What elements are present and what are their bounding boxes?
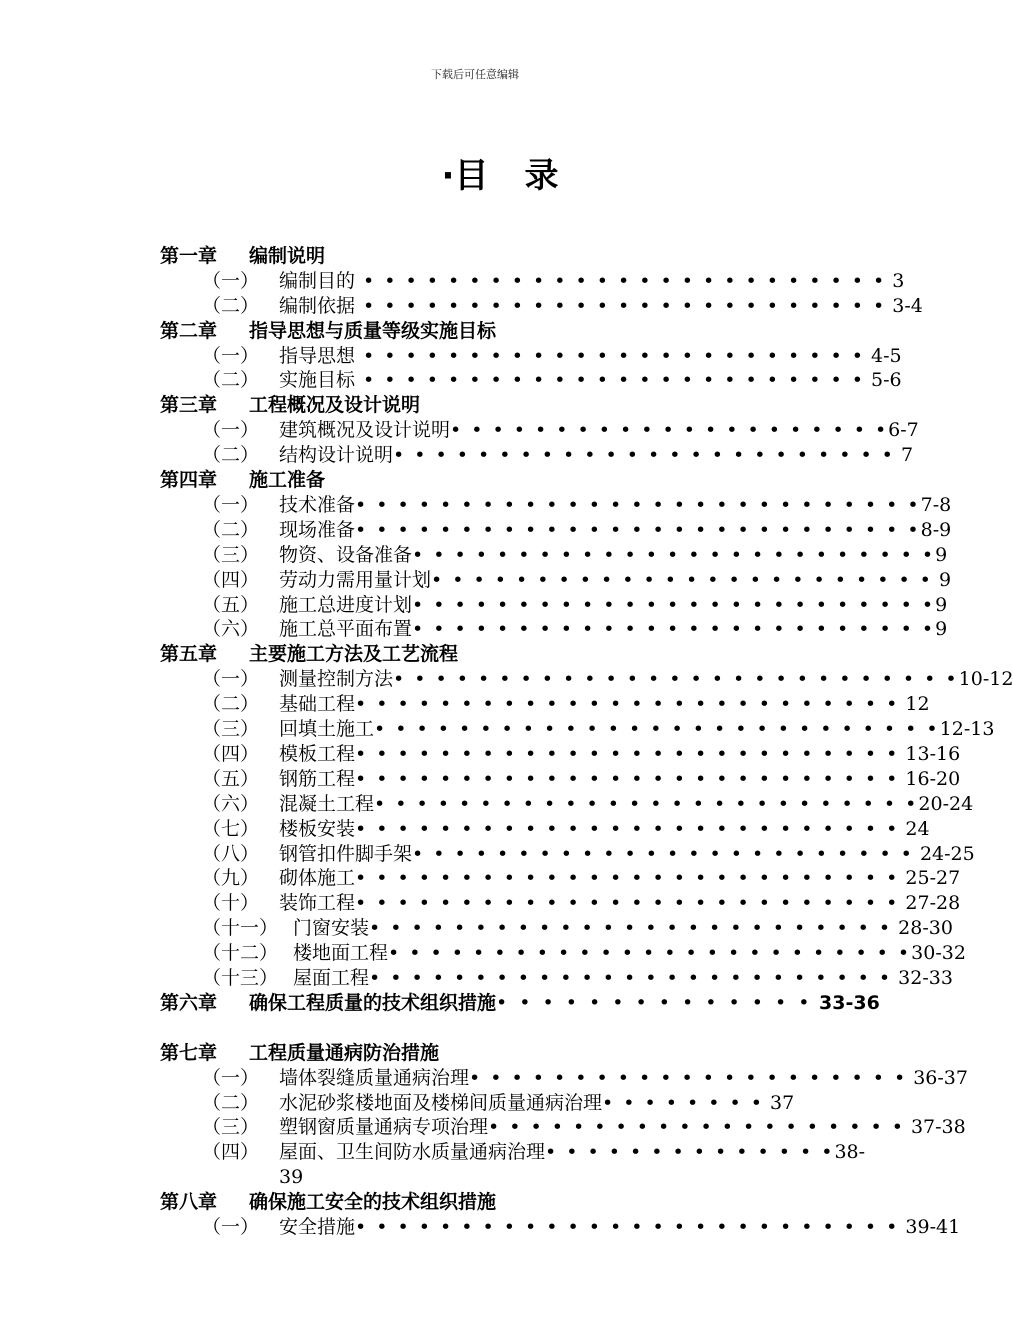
toc-entry-title: 测量控制方法 xyxy=(279,668,394,690)
toc-entry-leader: • • • • • • • • • • • • • • • • • • • • • • • • xyxy=(355,345,865,367)
toc-entry-leader: • • • • • • • • • • • • • • • • • • • • • • • • • • • xyxy=(393,668,959,690)
toc-entry-page: 5-6 xyxy=(864,369,902,391)
toc-entry-number: （一） xyxy=(202,1067,260,1089)
toc-entry-page: 24 xyxy=(899,818,930,840)
toc-entry xyxy=(202,742,960,767)
toc-entry-title: 工程质量通病防治措施 xyxy=(249,1042,440,1064)
toc-entry-page: 3 xyxy=(886,270,905,292)
toc-entry-page: 9 xyxy=(935,594,948,616)
toc-entry xyxy=(202,269,904,294)
toc-chapter xyxy=(160,991,880,1016)
toc-chapter xyxy=(160,468,325,493)
toc-entry-title: 编制依据 xyxy=(279,295,356,317)
toc-entry-leader: • • • • • • • • xyxy=(602,1092,764,1114)
toc-entry-title: 建筑概况及设计说明 xyxy=(279,419,451,441)
toc-entry xyxy=(202,1215,960,1240)
toc-entry-leader: • • • • • • • • • • • • • • • • • • • • • • • • • xyxy=(412,618,936,640)
toc-entry-page: 9 xyxy=(935,618,948,640)
toc-entry-title: 基础工程 xyxy=(279,693,356,715)
toc-entry-title: 钢管扣件脚手架 xyxy=(279,843,413,865)
toc-entry-title: 塑钢窗质量通病专项治理 xyxy=(279,1116,489,1138)
toc-entry xyxy=(202,916,953,941)
toc-entry-title: 指导思想与质量等级实施目标 xyxy=(249,320,497,342)
toc-entry-number: （二） xyxy=(202,1092,260,1114)
toc-entry xyxy=(202,817,930,842)
toc-entry-title: 劳动力需用量计划 xyxy=(279,569,432,591)
toc-entry-title: 现场准备 xyxy=(279,519,356,541)
toc-entry-number: 第三章 xyxy=(160,394,218,416)
toc-entry-leader: • • • • • • • • • • • • • • • • • • • • • • • • • • xyxy=(355,1216,900,1238)
toc-entry-number: （一） xyxy=(202,668,260,690)
toc-entry-number: （十一） xyxy=(202,917,279,939)
toc-entry-leader: • • • • • • • • • • • • • • • • • • • • • • • • • • xyxy=(355,892,900,914)
toc-entry-number: （十） xyxy=(202,892,260,914)
toc-entry xyxy=(202,667,1013,692)
toc-entry-title: 结构设计说明 xyxy=(279,444,394,466)
toc-entry-number: （二） xyxy=(202,369,260,391)
toc-entry xyxy=(202,518,951,543)
toc-entry xyxy=(202,344,902,369)
toc-entry xyxy=(202,692,930,717)
toc-entry-title: 编制目的 xyxy=(279,270,356,292)
toc-entry-title: 墙体裂缝质量通病治理 xyxy=(279,1067,470,1089)
toc-entry-leader: • • • • • • • • • • • • • • • • • • • • • • • • • • xyxy=(355,768,900,790)
toc-entry xyxy=(202,842,975,867)
toc-entry-number: 第五章 xyxy=(160,643,218,665)
toc-entry-title: 安全措施 xyxy=(279,1216,356,1238)
toc-entry-title: 主要施工方法及工艺流程 xyxy=(249,643,459,665)
toc-entry-number: （六） xyxy=(202,618,260,640)
toc-entry-title: 工程概况及设计说明 xyxy=(249,394,421,416)
toc-chapter xyxy=(160,393,420,418)
toc-entry-number: （三） xyxy=(202,718,260,740)
toc-entry-title: 施工总平面布置 xyxy=(279,618,413,640)
toc-entry-leader: • • • • • • • • • • • • • • • • • • • • • • • • • xyxy=(412,594,936,616)
toc-entry-title: 砌体施工 xyxy=(279,867,356,889)
toc-entry-title: 实施目标 xyxy=(279,369,356,391)
toc-entry-title: 混凝土工程 xyxy=(279,793,375,815)
toc-entry xyxy=(202,593,947,618)
toc-chapter xyxy=(160,244,325,269)
toc-entry-page: 28-30 xyxy=(892,917,953,939)
toc-entry xyxy=(202,294,923,319)
toc-entry-page: 20-24 xyxy=(918,793,974,815)
toc-entry-page: 12 xyxy=(899,693,930,715)
toc-entry-page: 39-41 xyxy=(899,1216,961,1238)
toc-entry-leader: • • • • • • • • • • • • • • • • • • • • • • • • • • xyxy=(355,743,900,765)
toc-entry-page: 25-27 xyxy=(899,867,961,889)
toc-entry-title: 施工准备 xyxy=(249,469,326,491)
toc-entry-title: 施工总进度计划 xyxy=(279,594,413,616)
toc-entry-leader: • • • • • • • • • • • • • • • • • • • • • • • • • • • xyxy=(355,494,921,516)
toc-entry-page: 36-37 xyxy=(907,1067,968,1089)
toc-entry-page: 3-4 xyxy=(886,295,923,317)
toc-entry-leader: • • • • • • • • • • • • • • • • • • • • • • • • • • • xyxy=(355,519,921,541)
toc-entry-number: （十二） xyxy=(202,942,279,964)
toc-entry-leader: • • • • • • • • • • • • • • • • • • • • • • • • • • • xyxy=(374,718,940,740)
toc-entry-number: （二） xyxy=(202,444,260,466)
toc-entry-title: 水泥砂浆楼地面及楼梯间质量通病治理 xyxy=(279,1092,603,1114)
toc-entry-page: 8-9 xyxy=(920,519,952,541)
toc-entry-leader: • • • • • • • • • • • • • • • • • • • • • xyxy=(469,1067,908,1089)
toc-entry-page: 12-13 xyxy=(939,718,995,740)
toc-entry-leader: • • • • • • • • • • • • • • • • • • • • • • • • xyxy=(355,369,865,391)
toc-entry-title: 确保施工安全的技术组织措施 xyxy=(249,1191,497,1213)
toc-entry-page: 30-32 xyxy=(911,942,966,964)
toc-entry-title: 编制说明 xyxy=(249,245,326,267)
toc-entry-title: 楼地面工程 xyxy=(293,942,389,964)
toc-entry-number: （一） xyxy=(202,1216,260,1238)
toc-entry-number: （二） xyxy=(202,693,260,715)
toc-entry-leader: • • • • • • • • • • • • • • xyxy=(545,1141,835,1163)
toc-entry-number: （十三） xyxy=(202,967,279,989)
toc-entry-number: （九） xyxy=(202,867,260,889)
toc-entry-page: 7 xyxy=(894,444,914,466)
toc-entry-page: 33-36 xyxy=(812,992,880,1014)
toc-entry-leader: • • • • • • • • • • • • • • • • • • • • • • • • • • xyxy=(355,867,900,889)
toc-entry-leader: • • • • • • • • • • • • • • xyxy=(496,992,813,1014)
toc-entry-number: （三） xyxy=(202,544,260,566)
toc-entry-leader: • • • • • • • • • • • • • • • • • • • • • • • • • xyxy=(412,544,936,566)
toc-entry-title: 39 xyxy=(279,1166,304,1188)
toc-entry-leader: • • • • • • • • • • • • • • • • • • • • • • • • • xyxy=(369,967,893,989)
toc-entry-title: 楼板安装 xyxy=(279,818,356,840)
toc-entry-page: 6-7 xyxy=(888,419,919,441)
toc-entry-title: 确保工程质量的技术组织措施 xyxy=(249,992,497,1014)
toc-entry-number: 第四章 xyxy=(160,469,218,491)
toc-entry-page: 16-20 xyxy=(899,768,961,790)
toc-entry-number: （二） xyxy=(202,295,260,317)
toc-chapter xyxy=(160,642,458,667)
toc-entry xyxy=(202,368,902,393)
toc-entry-number: （一） xyxy=(202,419,260,441)
toc-entry xyxy=(202,1115,966,1140)
toc-entry-leader: • • • • • • • • • • • • • • • • • • • • • • • • • xyxy=(355,270,887,292)
toc-entry xyxy=(202,792,973,817)
toc-entry xyxy=(202,543,947,568)
toc-entry-page: 32-33 xyxy=(892,967,953,989)
toc-entry-leader: • • • • • • • • • • • • • • • • • • • • • • • • • • xyxy=(355,818,900,840)
toc-entry-page: 13-16 xyxy=(899,743,961,765)
toc-entry-number: （八） xyxy=(202,843,260,865)
toc-entry-title: 屋面、卫生间防水质量通病治理 xyxy=(279,1141,546,1163)
toc-entry-number: （一） xyxy=(202,345,260,367)
toc-entry-leader: • • • • • • • • • • • • • • • • • • • • • • • • • xyxy=(388,942,912,964)
toc-chapter xyxy=(160,319,496,344)
toc-entry-page: 7-8 xyxy=(920,494,952,516)
toc-entry-number: （二） xyxy=(202,519,260,541)
toc-entry-title: 回填土施工 xyxy=(279,718,375,740)
toc-entry-title: 指导思想 xyxy=(279,345,356,367)
toc-entry-leader: • • • • • • • • • • • • • • • • • • • • xyxy=(488,1116,905,1138)
toc-entry-title: 门窗安装 xyxy=(293,917,370,939)
toc-entry-title: 屋面工程 xyxy=(293,967,370,989)
toc-entry-page: 10-12 xyxy=(958,668,1013,690)
toc-entry-number: （一） xyxy=(202,494,260,516)
toc-entry-number: （五） xyxy=(202,594,260,616)
toc-entry xyxy=(202,966,953,991)
toc-entry xyxy=(202,891,960,916)
title-second-char: 录 xyxy=(524,156,559,196)
page-title xyxy=(0,148,1000,197)
toc-entry xyxy=(202,866,960,891)
toc-entry-leader: • • • • • • • • • • • • • • • • • • • • • • • • • • xyxy=(355,693,900,715)
toc-entry-number: 第二章 xyxy=(160,320,218,342)
toc-entry xyxy=(202,1140,865,1165)
toc-entry-number: （七） xyxy=(202,818,260,840)
toc-entry-number: （四） xyxy=(202,569,260,591)
title-first-char: ·目 xyxy=(441,156,489,196)
toc-entry-page: 37-38 xyxy=(904,1116,966,1138)
toc-entry-leader: • • • • • • • • • • • • • • • • • • • • • • • • xyxy=(412,843,914,865)
toc-entry-leader: • • • • • • • • • • • • • • • • • • • • • xyxy=(450,419,889,441)
page-header: 下载后可任意编辑 xyxy=(431,68,519,81)
toc-entry-page: 4-5 xyxy=(864,345,902,367)
toc-entry-title: 技术准备 xyxy=(279,494,356,516)
toc-entry-title: 钢筋工程 xyxy=(279,768,356,790)
toc-entry xyxy=(202,493,951,518)
toc-entry xyxy=(202,941,966,966)
toc-entry xyxy=(202,1066,968,1091)
toc-entry-leader: • • • • • • • • • • • • • • • • • • • • • • • • xyxy=(393,444,895,466)
toc-entry-number: （六） xyxy=(202,793,260,815)
toc-entry-page: 27-28 xyxy=(899,892,961,914)
toc-entry-leader: • • • • • • • • • • • • • • • • • • • • • • • • • xyxy=(369,917,893,939)
toc-chapter xyxy=(160,1190,496,1215)
toc-entry-number: 第六章 xyxy=(160,992,218,1014)
toc-entry xyxy=(202,1091,794,1116)
toc-entry-title: 物资、设备准备 xyxy=(279,544,413,566)
toc-entry-number: （四） xyxy=(202,743,260,765)
toc-entry-title: 装饰工程 xyxy=(279,892,356,914)
toc-entry-leader: • • • • • • • • • • • • • • • • • • • • • • • • • • xyxy=(374,793,919,815)
toc-entry-number: （三） xyxy=(202,1116,260,1138)
toc-entry xyxy=(202,617,947,642)
toc-entry xyxy=(202,717,994,742)
toc-entry-number: （四） xyxy=(202,1141,260,1163)
toc-entry-number: 第一章 xyxy=(160,245,218,267)
toc-entry-page: 9 xyxy=(932,569,952,591)
toc-entry-number: 第八章 xyxy=(160,1191,218,1213)
toc-entry-page: 24-25 xyxy=(913,843,975,865)
toc-entry-number: 第七章 xyxy=(160,1042,218,1064)
toc-entry xyxy=(202,443,913,468)
toc-entry xyxy=(202,767,960,792)
toc-entry-leader: • • • • • • • • • • • • • • • • • • • • • • • • xyxy=(431,569,933,591)
toc-entry xyxy=(202,568,951,593)
toc-entry-page: 9 xyxy=(935,544,948,566)
toc-entry-number: （五） xyxy=(202,768,260,790)
toc-entry-page: 37 xyxy=(763,1092,795,1114)
toc-chapter xyxy=(160,1041,439,1066)
toc-entry-number: （一） xyxy=(202,270,260,292)
toc-entry-page: 38- xyxy=(834,1141,866,1163)
toc-entry-title: 模板工程 xyxy=(279,743,356,765)
toc-entry xyxy=(279,1165,303,1190)
toc-entry xyxy=(202,418,919,443)
toc-entry-leader: • • • • • • • • • • • • • • • • • • • • • • • • • xyxy=(355,295,887,317)
